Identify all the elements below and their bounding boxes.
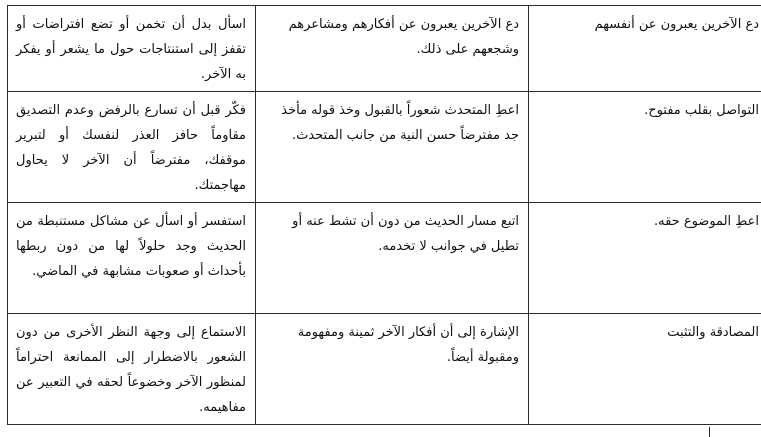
page-edge-mark (709, 427, 710, 437)
practice-cell: دع الآخرين يعبرون عن أفكارهم ومشاعرهم وشجعهم على ذلك. (256, 6, 529, 92)
practice-cell: اتبع مسار الحديث من دون أن تشط عنه أو تطيل في جوانب لا تخدمه. (256, 203, 529, 314)
guidance-cell: اسأل بدل أن تخمن أو تضع افتراضات أو تقفز إلى استنتاجات حول ما يشعر أو يفكر به الآخر. (8, 6, 256, 92)
table-row (8, 203, 761, 314)
practice-cell: اعطِ المتحدث شعوراً بالقبول وخذ قوله مأخذ جد مفترضاً حسن النية من جانب المتحدث. (256, 92, 529, 203)
table-row (8, 92, 761, 203)
guidance-cell: استفسر أو اسأل عن مشاكل مستنبطة من الحديث وجد حلولاً لها من دون ربطها بأحداث أو صعوبات مشابهة في الماضي. (8, 203, 256, 314)
principle-cell: المصادقة والتثبت (529, 314, 761, 425)
guidance-cell: فكّر قبل أن تسارع بالرفض وعدم التصديق مقاوماً حافز العذر لنفسك أو لتبرير موقفك، مفترضاً أن الآخر لا يحاول مهاجمتك. (8, 92, 256, 203)
principle-cell: اعطِ الموضوع حقه. (529, 203, 761, 314)
table-row (8, 6, 761, 92)
table-row (8, 314, 761, 425)
principle-cell: دع الآخرين يعبرون عن أنفسهم (529, 6, 761, 92)
communication-skills-table (7, 5, 761, 425)
principle-cell: التواصل بقلب مفتوح. (529, 92, 761, 203)
practice-cell: الإشارة إلى أن أفكار الآخر ثمينة ومفهومة ومقبولة أيضاً. (256, 314, 529, 425)
guidance-cell: الاستماع إلى وجهة النظر الأخرى من دون الشعور بالاضطرار إلى الممانعة احتراماً لمنظور الآخر وخضوعاً لحقه في التعبير عن مفاهيمه. (8, 314, 256, 425)
